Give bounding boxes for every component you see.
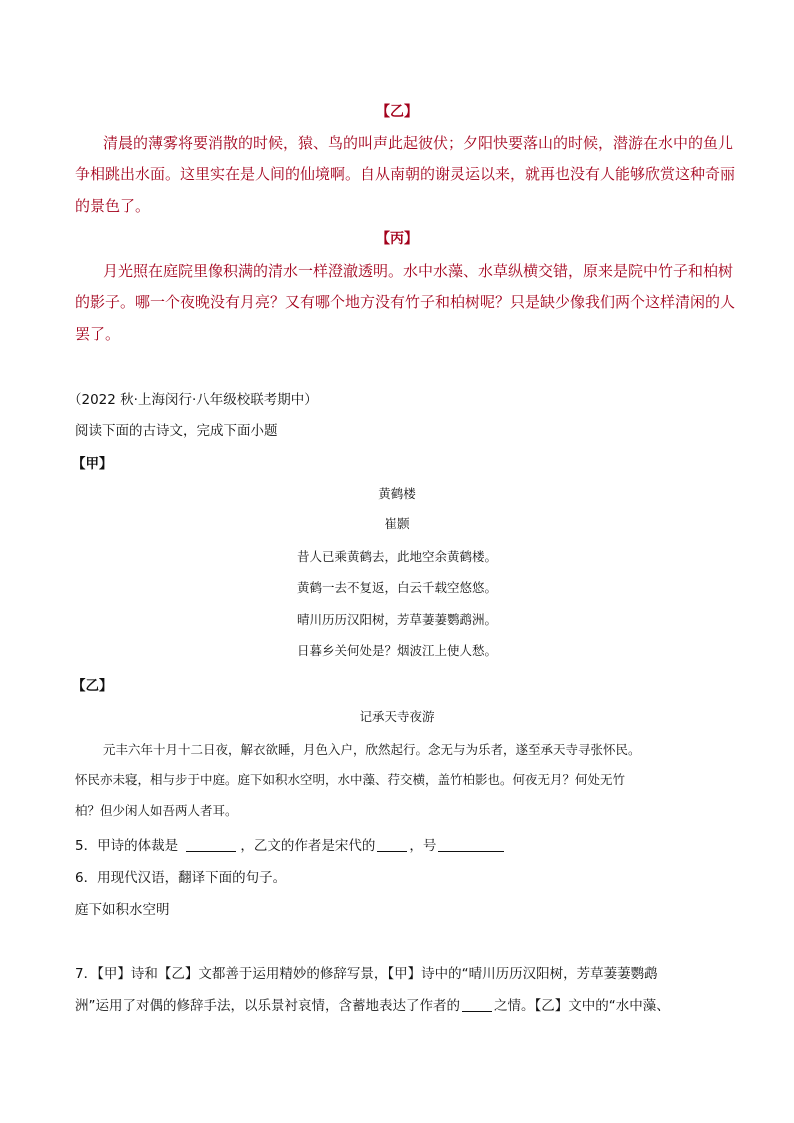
- q5-answer-blank-hao[interactable]: [438, 839, 504, 852]
- yi-mark: 【乙】: [72, 678, 113, 694]
- yi-translation-line-1: 清晨的薄雾将要消散的时候，猿、鸟的叫声此起彼伏；夕阳快要落山的时候，潜游在水中的鱼儿: [103, 134, 734, 152]
- bing-translation-line-1: 月光照在庭院里像积满的清水一样澄澈透明。水中水藻、水草纵横交错，原来是院中竹子和柏树: [103, 262, 734, 280]
- prose-title: 记承天寺夜游: [359, 709, 435, 724]
- question-source: （2022 秋·上海闵行·八年级校联考期中）: [68, 392, 318, 408]
- prose-line-3: 柏？但少闲人如吾两人者耳。: [75, 803, 238, 818]
- q5-answer-blank-genre[interactable]: [186, 839, 236, 852]
- q7-line2-part1: 洲”运用了对偶的修辞手法，以乐景衬哀情，含蓄地表达了作者的: [75, 998, 460, 1014]
- prose-line-2: 怀民亦未寝，相与步于中庭。庭下如积水空明，水中藻、荇交横，盖竹柏影也。何夜无月？何处无竹: [75, 772, 626, 787]
- q7-answer-blank[interactable]: [462, 999, 492, 1012]
- poem-line-3: 晴川历历汉阳树，芳草萋萋鹦鹉洲。: [296, 612, 497, 627]
- bing-translation-line-3: 罢了。: [75, 325, 121, 343]
- q5-part2: ，乙文的作者是宋代的: [240, 838, 376, 854]
- instruction: 阅读下面的古诗文，完成下面小题: [75, 423, 278, 439]
- yi-translation-heading: 【乙】: [376, 104, 418, 120]
- jia-mark: 【甲】: [72, 456, 113, 472]
- bing-translation-heading: 【丙】: [376, 231, 418, 247]
- poem-title: 黄鹤楼: [378, 486, 416, 501]
- poem-line-4: 日暮乡关何处是？烟波江上使人愁。: [296, 643, 497, 658]
- q7-line2-part2: 之情。【乙】文中的“水中藻、: [494, 998, 670, 1014]
- q5-part3: ，号: [409, 838, 437, 854]
- q5-answer-blank-author[interactable]: [377, 839, 407, 852]
- yi-translation-line-2: 争相跳出水面。这里实在是人间的仙境啊。自从南朝的谢灵运以来，就再也没有人能够欣赏这种奇丽: [75, 165, 736, 183]
- poem-line-1: 昔人已乘黄鹤去，此地空余黄鹤楼。: [296, 549, 497, 564]
- poem-line-2: 黄鹤一去不复返，白云千载空悠悠。: [296, 580, 497, 595]
- q5-part1: 5．甲诗的体裁是: [75, 838, 179, 854]
- poem-author: 崔颢: [384, 516, 410, 531]
- bing-translation-line-2: 的影子。哪一个夜晚没有月亮？又有哪个地方没有竹子和柏树呢？只是缺少像我们两个这样清闲的人: [75, 293, 736, 311]
- question-7-line-1: 7．【甲】诗和【乙】文都善于运用精妙的修辞写景，【甲】诗中的“晴川历历汉阳树，芳草萋萋鹦鹉: [75, 966, 658, 982]
- yi-translation-line-3: 的景色了。: [75, 197, 151, 215]
- question-6: 6．用现代汉语，翻译下面的句子。: [75, 870, 287, 886]
- prose-line-1: 元丰六年十月十二日夜，解衣欲睡，月色入户，欣然起行。念无与为乐者，遂至承天寺寻张怀民。: [103, 742, 641, 757]
- q6-sentence: 庭下如积水空明: [75, 902, 170, 918]
- question-5: [75, 834, 504, 854]
- question-7-line-2: [75, 994, 670, 1014]
